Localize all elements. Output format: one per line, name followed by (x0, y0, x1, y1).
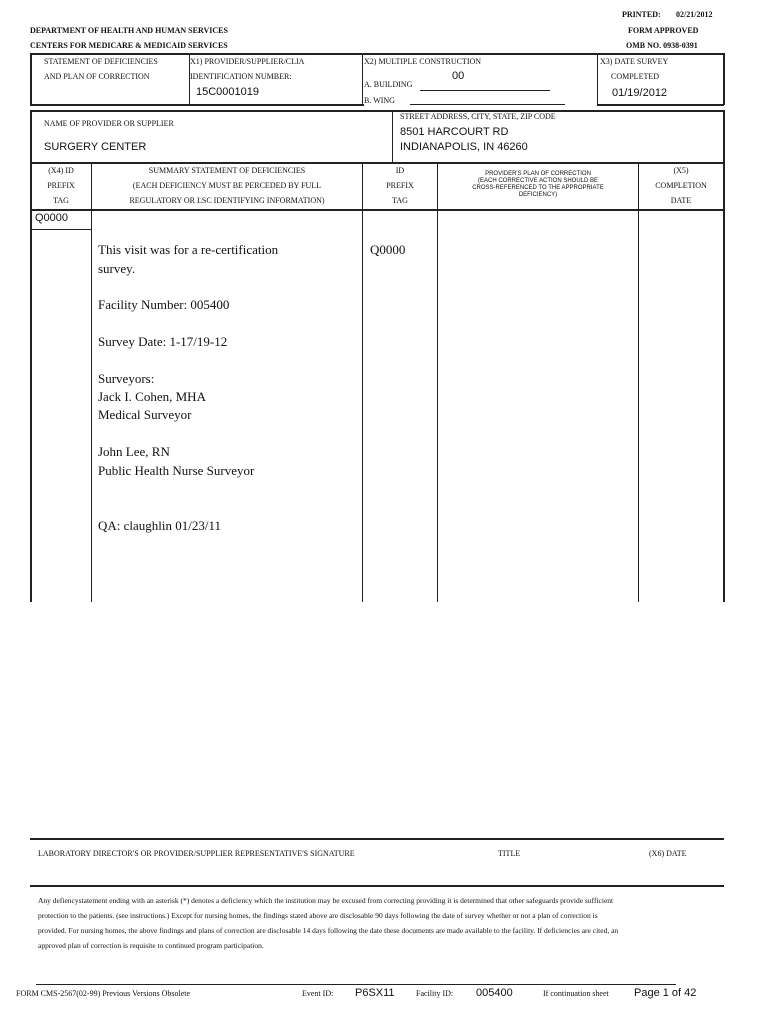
x3-label-2: COMPLETED (611, 72, 659, 81)
surveyor-1-title: Medical Surveyor (98, 407, 192, 422)
facility-id-label: Facility ID: (416, 989, 454, 998)
footer-rule (36, 984, 676, 985)
continuation-label: If continuation sheet (543, 989, 609, 998)
plan-header-1: PROVIDER'S PLAN OF CORRECTION (485, 171, 591, 177)
box-bottom-right (597, 104, 724, 106)
surveyors-heading: Surveyors: (98, 371, 155, 386)
visit-line-1: This visit was for a re-certification (98, 242, 279, 257)
box-right-border (723, 53, 725, 105)
address-label: STREET ADDRESS, CITY, STATE, ZIP CODE (400, 112, 556, 121)
surveyor-2-name: John Lee, RN (98, 444, 170, 459)
right-tag: Q0000 (370, 242, 406, 257)
summary-header-3: REGULATORY OR LSC IDENTIFYING INFORMATION) (129, 196, 325, 205)
printed-label: PRINTED: (622, 10, 661, 19)
x4-header-2: PREFIX (47, 181, 75, 190)
deficiency-notice: Any defiencystatement ending with an asterisk (*) denotes a deficiency which the institution may be excused from correcting providing it is determined that other safeguards provide sufficient protection to the patients. (see instructions.) Except for nursing homes, the findings stated above are disclosable 90 days following the date of survey whether or not a plan of correction is provided. For nursing homes, the above findings and plans of correction are disclosable 14 days following the date these documents are made available to the facility. If deficiencies are cited, an approved plan of correction is requisite to continued program participation. (38, 896, 619, 950)
box-divider-2 (362, 53, 363, 105)
box-bottom-left (30, 104, 364, 106)
name-address-divider (392, 110, 393, 162)
id-header-1: ID (395, 166, 405, 175)
wing-underline (410, 104, 565, 105)
provider-name: SURGERY CENTER (44, 141, 147, 153)
x5-header-2: COMPLETION (655, 181, 707, 190)
surveyor-2-title: Public Health Nurse Surveyor (98, 463, 255, 478)
provider-name-label: NAME OF PROVIDER OR SUPPLIER (44, 119, 174, 128)
table-col-2 (362, 162, 363, 602)
table-col-4 (638, 162, 639, 602)
x6-date-label: (X6) DATE (649, 849, 687, 858)
lab-director-signature-label: LABORATORY DIRECTOR'S OR PROVIDER/SUPPLIER REPRESENTATIVE'S SIGNATURE (38, 849, 355, 858)
event-id-label: Event ID: (302, 989, 334, 998)
qa-line: QA: claughlin 01/23/11 (98, 518, 222, 533)
signature-bottom-rule (30, 885, 724, 887)
department-title: DEPARTMENT OF HEALTH AND HUMAN SERVICES (30, 26, 228, 35)
clia-number: 15C0001019 (196, 86, 260, 98)
printed-date: 02/21/2012 (676, 10, 713, 19)
name-box-left (30, 110, 32, 162)
surveyor-1-name: Jack I. Cohen, MHA (98, 389, 206, 404)
address-line-2: INDIANAPOLIS, IN 46260 (400, 141, 528, 153)
form-approved: FORM APPROVED (628, 26, 699, 35)
omb-number: OMB NO. 0938-0391 (626, 41, 698, 50)
form-number: FORM CMS-2567(02-99) Previous Versions Obsolete (16, 989, 191, 998)
tag-row-divider (30, 229, 91, 230)
x1-label-2: IDENTIFICATION NUMBER: (190, 72, 292, 81)
column-header-top (30, 162, 724, 164)
summary-header-1: SUMMARY STATEMENT OF DEFICIENCIES (148, 166, 306, 175)
table-right-border (723, 162, 725, 602)
id-header-2: PREFIX (386, 181, 414, 190)
x4-header-3: TAG (53, 196, 69, 205)
page-number: Page 1 of 42 (634, 987, 697, 999)
id-header-3: TAG (392, 196, 408, 205)
top-box-border (30, 53, 724, 55)
x2-label: X2) MULTIPLE CONSTRUCTION (364, 57, 482, 66)
address-line-1: 8501 HARCOURT RD (400, 126, 509, 138)
survey-date: Survey Date: 1-17/19-12 (98, 334, 228, 349)
visit-line-2: survey. (98, 261, 136, 276)
summary-header-2: (EACH DEFICIENCY MUST BE PERCEDED BY FULL (132, 181, 322, 190)
wing-label: B. WING (364, 96, 395, 105)
plan-header-3: CROSS-REFERENCED TO THE APPROPRIATE (472, 185, 604, 191)
statement-label-1: STATEMENT OF DEFICIENCIES (44, 57, 158, 66)
plan-header-2: (EACH CORRECTIVE ACTION SHOULD BE (477, 178, 599, 184)
table-col-1 (91, 162, 92, 602)
building-label: A. BUILDING (364, 80, 413, 89)
x4-header-1: (X4) ID (48, 166, 74, 175)
statement-label-2: AND PLAN OF CORRECTION (44, 72, 150, 81)
box-divider-3 (597, 53, 598, 105)
plan-header-4: DEFICIENCY) (518, 192, 558, 198)
facility-id-value: 005400 (476, 987, 513, 999)
x3-label: X3) DATE SURVEY (600, 57, 669, 66)
column-header-bottom (30, 209, 724, 211)
event-id-value: P6SX11 (355, 987, 395, 999)
name-box-top (30, 110, 392, 112)
x5-header-1: (X5) (673, 166, 689, 175)
signature-top-rule (30, 838, 724, 840)
title-label: TITLE (498, 849, 521, 858)
x5-header-3: DATE (670, 196, 692, 205)
survey-completed-date: 01/19/2012 (612, 87, 668, 99)
table-col-3 (437, 162, 438, 602)
box-left-border (30, 53, 32, 105)
building-value: 00 (452, 70, 465, 82)
facility-number: Facility Number: 005400 (98, 297, 230, 312)
table-left-border (30, 162, 32, 602)
x1-label: X1) PROVIDER/SUPPLIER/CLIA (190, 57, 305, 66)
left-tag: Q0000 (35, 212, 69, 224)
centers-title: CENTERS FOR MEDICARE & MEDICAID SERVICES (30, 41, 228, 50)
building-underline (420, 90, 550, 91)
address-box-right (723, 110, 725, 162)
